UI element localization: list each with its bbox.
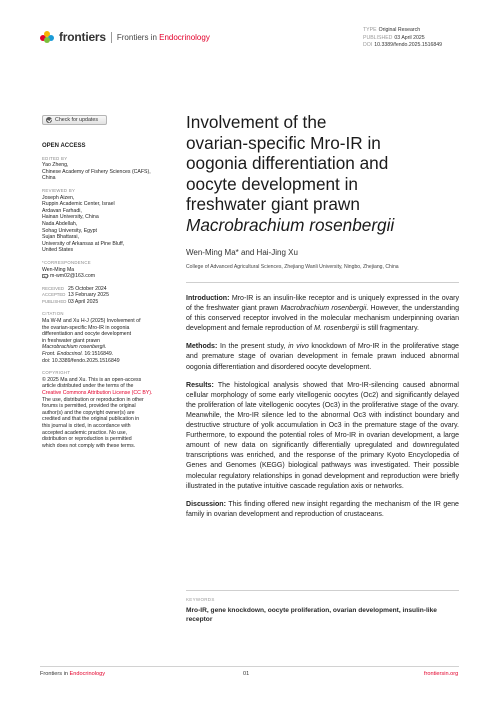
accepted-date: 13 February 2025 xyxy=(68,292,109,299)
footer-journal: Frontiers in Endocrinology xyxy=(40,671,105,677)
article-title: Involvement of the ovarian-specific Mro-IR in oogonia differentiation and oocyte development in freshwater giant prawn Macrobrachium rosenbergii xyxy=(186,112,395,235)
meta-doi: DOI 10.3389/fendo.2025.1516849 xyxy=(363,42,443,49)
copyright-line: which does not comply with these terms. xyxy=(42,442,136,449)
citation: Ma W-M and Xu H-J (2025) Involvement of the ovarian-specific Mro-IR in oogonia differentiation and oocyte development in freshwater giant prawn Macrobrachium rosenbergii. Front. Endocrinol. 16:1516849. doi: 10.3389/fendo.2025.1516849 xyxy=(42,318,141,364)
reviewer-line: Joseph Aizen, xyxy=(42,194,75,201)
copyright-label: COPYRIGHT xyxy=(42,370,71,376)
frontiers-logo[interactable] xyxy=(40,30,210,44)
article-sidebar xyxy=(42,143,160,449)
published-date: 03 April 2025 xyxy=(68,298,99,305)
frontiers-logo-icon xyxy=(40,31,56,43)
check-icon xyxy=(46,117,52,123)
header-divider xyxy=(111,32,112,43)
abstract-results: Results: The histological analysis showed that Mro-IR-silencing caused abnormal cellular morphology of some early vitellogenic oocytes (Oc2) and significantly delayed the proliferation of late vitellogenic oocytes (Oc3) in the proliferative stage of the ovary. Meanwhile, the Mro-IR silence led to the abnormal Oc3 with indistinct boundary and destructive structure of yolk accumulation in Oc3 in the premature stage of the ovary. Furthermore, to expound the potential roles of Mro-IR in ovarian development, a large amount of new data on significantly differentially upregulated and downregulated transcriptions was enriched, and the response of the primary Kyoto Encyclopedia of Genes and Genomes (KEGG) biological pathways was investigated. Their possible molecular regulatory relationships in gonad development and reproduction were briefly illustrated in the putative intuitive cascade regulation axis or networks. xyxy=(186,381,459,490)
edited-by xyxy=(42,162,160,182)
reviewer-line: Ardavan Farhadi, xyxy=(42,207,82,214)
editor-line: Yao Zheng, xyxy=(42,162,69,169)
check-for-updates-button[interactable] xyxy=(42,115,107,125)
brand-name: frontiers xyxy=(59,30,106,44)
correspondence-name: Wen-Ming Ma xyxy=(42,266,75,273)
copyright-line: author(s) and the copyright owner(s) are xyxy=(42,409,135,416)
page-number: 01 xyxy=(243,671,250,677)
reviewer-line: University of Arkansas at Pine Bluff, xyxy=(42,240,125,247)
correspondence-email[interactable]: m-wm02@163.com xyxy=(50,273,96,280)
reviewer-line: Hainan University, China xyxy=(42,214,99,221)
copyright-line: this journal is cited, in accordance with xyxy=(42,422,131,429)
reviewer-line: Sohag University, Egypt xyxy=(42,227,97,234)
article-meta xyxy=(363,27,442,50)
envelope-icon xyxy=(42,274,48,278)
meta-type: TYPE Original Research xyxy=(363,27,421,33)
divider xyxy=(186,282,459,283)
reviewed-by-label: REVIEWED BY xyxy=(42,187,76,193)
check-for-updates-label: Check for updates xyxy=(55,117,98,123)
cc-by-license-link[interactable]: Creative Commons Attribution License (CC BY). xyxy=(42,390,153,396)
reviewer-line: Nada Abdellah, xyxy=(42,220,78,227)
editor-line: Chinese Academy of Fishery Sciences (CAFS), xyxy=(42,168,151,175)
journal-name: Frontiers in Endocrinology xyxy=(116,32,210,42)
copyright-line: forums is permitted, provided the original xyxy=(42,403,136,410)
abstract-introduction: Introduction: Mro-IR is an insulin-like receptor and is uniquely expressed in the ovary of the freshwater giant prawn Macrobrachium rosenbergii. However, the understanding of this conserved receptor involved in the molecular mechanism underpinning ovarian development and female reproduction of M. rosenbergii is still fragmentary. xyxy=(186,295,459,333)
copyright-line: distribution or reproduction is permitted xyxy=(42,436,132,443)
abstract xyxy=(186,294,459,528)
abstract-discussion: Discussion: This finding offered new insight regarding the mechanism of the IR gene family in ovarian development and reproduction of crustaceans. xyxy=(186,500,459,518)
authors: Wen-Ming Ma* and Hai-Jing Xu xyxy=(186,248,298,257)
meta-published: PUBLISHED 03 April 2025 xyxy=(363,34,425,41)
edited-by-label: EDITED BY xyxy=(42,155,68,161)
correspondence-email-row[interactable] xyxy=(42,273,160,280)
footer-site-link[interactable]: frontiersin.org xyxy=(424,671,459,677)
dates: RECEIVED 25 October 2024 ACCEPTED 13 February 2025 PUBLISHED 03 April 2025 xyxy=(42,285,109,305)
received-date: 25 October 2024 xyxy=(68,285,107,292)
copyright-line: accepted academic practice. No use, xyxy=(42,429,128,436)
copyright-line: The use, distribution or reproduction in other xyxy=(42,396,144,403)
reviewer-line: Sujan Bhattarai, xyxy=(42,234,79,241)
footer-divider xyxy=(40,666,459,667)
reviewed-by xyxy=(42,195,160,254)
copyright: © 2025 Ma and Xu. This is an open-access article distributed under the terms of the Creative Commons Attribution License (CC BY). The use, distribution or reproduction in other forums is permitted, provided the original author(s) and the copyright owner(s) are credited and that the original publication in this journal is cited, in accordance with accepted academic practice. No use, distribution or reproduction is permitted which does not comply with these terms. xyxy=(42,377,160,450)
reviewer-line: Ruppin Academic Center, Israel xyxy=(42,201,115,208)
affiliation: College of Advanced Agricultural Sciences, Zhejiang Wanli University, Ningbo, Zhejiang, China xyxy=(186,264,399,270)
open-access-label: OPEN ACCESS xyxy=(42,143,86,149)
keywords-label: KEYWORDS xyxy=(186,597,215,602)
editor-line: China xyxy=(42,175,56,182)
reviewer-line: United States xyxy=(42,247,74,254)
keywords: Mro-IR, gene knockdown, oocyte proliferation, ovarian development, insulin-like receptor xyxy=(186,607,437,624)
divider xyxy=(186,590,459,591)
copyright-line: credited and that the original publication in xyxy=(42,416,140,423)
abstract-methods: Methods: In the present study, in vivo knockdown of Mro-IR in the proliferative stage and premature stage of ovarian development in female prawn induced abnormal oogonia differentiation and disordered oocyte development. xyxy=(186,343,459,371)
correspondence-label: *CORRESPONDENCE xyxy=(42,259,91,265)
citation-label: CITATION xyxy=(42,311,64,317)
